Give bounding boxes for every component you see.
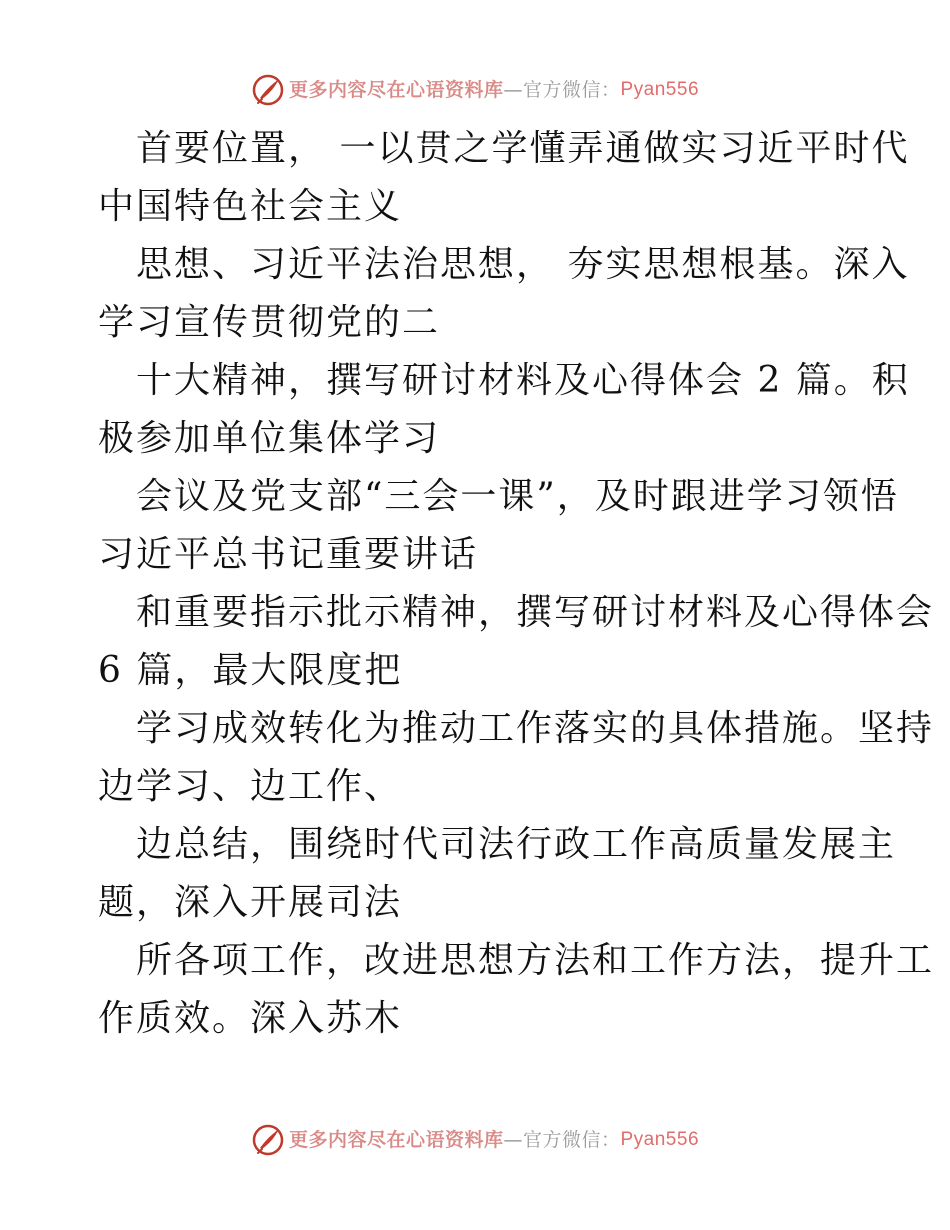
body-line: 作质效。深入苏木: [98, 998, 403, 1039]
footer-banner: [0, 1120, 950, 1160]
header-banner-dash: —: [503, 79, 523, 101]
body-line: 会议及党支部“三会一课”，及时跟进学习领悟: [136, 476, 899, 517]
footer-banner-wechat-label: 官方微信：: [522, 1129, 621, 1151]
footer-banner-wechat-id: Pyan556: [620, 1129, 700, 1150]
body-line: 边学习、边工作、: [98, 766, 403, 807]
header-banner-wechat-id: Pyan556: [620, 79, 700, 100]
footer-banner-dash: —: [503, 1129, 523, 1151]
footer-banner-title: 更多内容尽在心语资料库: [288, 1129, 504, 1151]
header-banner: [0, 70, 950, 110]
body-line: 中国特色社会主义: [98, 186, 403, 227]
body-line: 学习宣传贯彻党的二: [98, 302, 441, 343]
body-line: 题，深入开展司法: [98, 882, 403, 923]
feather-pen-logo-icon: [251, 73, 285, 107]
body-line: 思想、习近平法治思想， 夯实思想根基。深入: [136, 244, 910, 285]
body-line: 首要位置， 一以贯之学懂弄通做实习近平时代: [136, 128, 910, 169]
body-line: 极参加单位集体学习: [98, 418, 441, 459]
body-line: 学习成效转化为推动工作落实的具体措施。坚持: [136, 708, 935, 749]
body-line: 所各项工作，改进思想方法和工作方法，提升工: [136, 940, 935, 981]
body-line: 十大精神，撰写研讨材料及心得体会 2 篇。积: [136, 360, 910, 401]
body-line: 边总结，围绕时代司法行政工作高质量发展主: [136, 824, 897, 865]
header-banner-wechat-label: 官方微信：: [522, 79, 621, 101]
body-line: 6 篇，最大限度把: [98, 650, 403, 691]
header-banner-title: 更多内容尽在心语资料库: [288, 79, 504, 101]
feather-pen-logo-icon: [251, 1123, 285, 1157]
document-body: [98, 120, 935, 1048]
body-line: 习近平总书记重要讲话: [98, 534, 479, 575]
body-line: 和重要指示批示精神，撰写研讨材料及心得体会: [136, 592, 935, 633]
